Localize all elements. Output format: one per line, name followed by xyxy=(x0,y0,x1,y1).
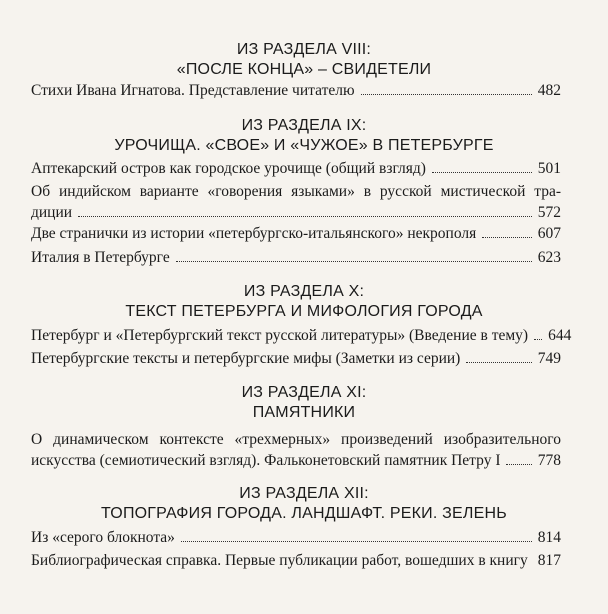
section-heading-ix xyxy=(0,116,608,156)
section-title: ПАМЯТНИКИ xyxy=(252,404,356,421)
dot-leader xyxy=(176,261,532,262)
dot-leader xyxy=(482,237,531,238)
entry-title: Италия в Петербурге xyxy=(31,249,170,266)
page-number: 572 xyxy=(537,204,561,221)
entry-title: Стихи Ивана Игнатова. Представление читателю xyxy=(31,82,355,99)
entry-title-line1: О динамическом контексте «трехмерных» произведений изобразительного xyxy=(31,431,561,448)
toc-entry[interactable] xyxy=(31,527,561,548)
page-number: 817 xyxy=(537,552,561,569)
page-number: 607 xyxy=(537,225,561,242)
section-number: ИЗ РАЗДЕЛА X: xyxy=(243,283,365,300)
section-title: ТОПОГРАФИЯ ГОРОДА. ЛАНДШАФТ. РЕКИ. ЗЕЛЕНЬ xyxy=(101,505,507,522)
section-number: ИЗ РАЗДЕЛА XII: xyxy=(239,485,369,502)
section-title: «ПОСЛЕ КОНЦА» – СВИДЕТЕЛИ xyxy=(176,61,432,78)
toc-entry[interactable] xyxy=(31,550,561,571)
dot-leader xyxy=(432,172,532,173)
section-title: ТЕКСТ ПЕТЕРБУРГА И МИФОЛОГИЯ ГОРОДА xyxy=(125,303,483,320)
dot-leader xyxy=(466,362,531,363)
dot-leader xyxy=(181,541,532,542)
toc-entry[interactable] xyxy=(31,223,561,244)
dot-leader xyxy=(78,216,532,217)
section-heading-viii xyxy=(0,40,608,80)
toc-entry[interactable] xyxy=(31,181,561,223)
section-heading-xi xyxy=(0,383,608,423)
page-number: 814 xyxy=(537,529,561,546)
page-number: 778 xyxy=(537,452,561,469)
toc-entry[interactable] xyxy=(31,325,572,346)
section-number: ИЗ РАЗДЕЛА VIII: xyxy=(236,41,372,58)
page-number: 644 xyxy=(548,327,572,344)
page-number: 623 xyxy=(537,249,561,266)
entry-title-line2: диции xyxy=(31,204,73,221)
entry-title: Две странички из истории «петербургско-итальянского» некрополя xyxy=(31,225,477,242)
section-heading-x xyxy=(0,282,608,322)
toc-entry[interactable] xyxy=(31,80,561,101)
section-number: ИЗ РАЗДЕЛА XI: xyxy=(241,384,367,401)
entry-title: Из «серого блокнота» xyxy=(31,529,175,546)
entry-title-line2: искусства (семиотический взгляд). Фальконетовский памятник Петру I xyxy=(31,452,501,469)
toc-entry[interactable] xyxy=(31,348,561,369)
entry-title: Аптекарский остров как городское урочище (общий взгляд) xyxy=(31,160,426,177)
dot-leader xyxy=(534,339,542,340)
toc-entry[interactable] xyxy=(31,429,561,471)
entry-title: Петербургские тексты и петербургские мифы (Заметки из серии) xyxy=(31,350,461,367)
page-number: 501 xyxy=(537,160,561,177)
entry-title: Библиографическая справка. Первые публикации работ, вошедших в книгу xyxy=(31,552,528,569)
dot-leader xyxy=(361,94,532,95)
toc-entry[interactable] xyxy=(31,247,561,268)
page-number: 482 xyxy=(537,82,561,99)
section-heading-xii xyxy=(0,484,608,524)
entry-title-line1: Об индийском варианте «говорения языками» в русской мистической тра- xyxy=(31,183,561,200)
dot-leader xyxy=(506,464,531,465)
section-title: УРОЧИЩА. «СВОЕ» И «ЧУЖОЕ» В ПЕТЕРБУРГЕ xyxy=(114,137,494,154)
page-number: 749 xyxy=(537,350,561,367)
entry-title: Петербург и «Петербургский текст русской литературы» (Введение в тему) xyxy=(31,327,529,344)
toc-entry[interactable] xyxy=(31,158,561,179)
section-number: ИЗ РАЗДЕЛА IX: xyxy=(241,117,367,134)
